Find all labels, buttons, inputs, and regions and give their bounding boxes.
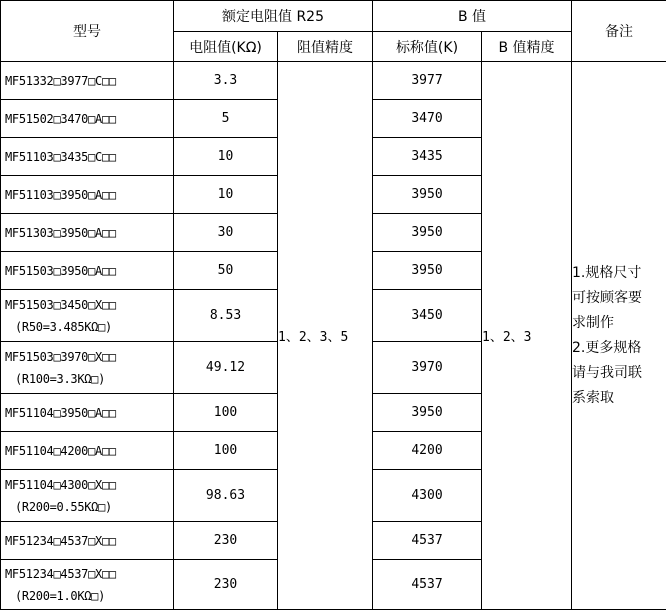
b-value-cell: 3950 (373, 394, 482, 432)
model-cell (1, 290, 174, 342)
header-b-group: B 值 (373, 1, 572, 32)
b-value-cell: 3950 (373, 176, 482, 214)
resistance-cell: 3.3 (174, 62, 278, 100)
model-cell (1, 522, 174, 560)
model-cell (1, 138, 174, 176)
header-resistance-tolerance: 阻值精度 (278, 32, 373, 62)
model-code: MF51503□3970□X□□ (5, 349, 116, 364)
b-value-cell: 3950 (373, 214, 482, 252)
header-nominal: 标称值(K) (373, 32, 482, 62)
model-cell (1, 214, 174, 252)
b-value-cell: 3435 (373, 138, 482, 176)
model-cell (1, 394, 174, 432)
resistance-cell: 10 (174, 138, 278, 176)
header-b-tolerance: B 值精度 (482, 32, 572, 62)
header-resistance: 电阻值(KΩ) (174, 32, 278, 62)
model-code: MF51104□4300□X□□ (5, 477, 116, 492)
resistance-cell: 8.53 (174, 290, 278, 342)
header-r25-group: 额定电阻值 R25 (174, 1, 373, 32)
model-cell (1, 100, 174, 138)
model-code: MF51104□4200□A□□ (5, 443, 116, 458)
resistance-cell: 50 (174, 252, 278, 290)
remark-line: 系索取 (572, 389, 614, 406)
resistance-tolerance-cell: 1、2、3、5 (278, 62, 373, 610)
model-cell (1, 560, 174, 610)
resistance-cell: 100 (174, 394, 278, 432)
model-cell (1, 62, 174, 100)
remark-line: 请与我司联 (572, 364, 642, 381)
resistance-cell: 49.12 (174, 342, 278, 394)
b-value-cell: 3450 (373, 290, 482, 342)
remark-line: 2.更多规格 (572, 339, 642, 356)
model-note: (R50=3.485KΩ□) (15, 319, 112, 334)
resistance-cell: 98.63 (174, 470, 278, 522)
resistance-cell: 230 (174, 522, 278, 560)
b-value-cell: 4300 (373, 470, 482, 522)
model-note: (R200=1.0KΩ□) (15, 588, 106, 603)
model-code: MF51104□3950□A□□ (5, 405, 116, 420)
model-code: MF51303□3950□A□□ (5, 225, 116, 240)
b-tolerance-cell: 1、2、3 (482, 62, 572, 610)
model-cell (1, 252, 174, 290)
header-model: 型号 (1, 1, 174, 62)
b-value-cell: 4537 (373, 522, 482, 560)
model-note: (R200=0.55KΩ□) (15, 499, 112, 514)
header-remark: 备注 (572, 1, 666, 62)
resistance-cell: 230 (174, 560, 278, 610)
model-code: MF51103□3950□A□□ (5, 187, 116, 202)
resistance-cell: 10 (174, 176, 278, 214)
resistance-cell: 5 (174, 100, 278, 138)
remark-line: 1.规格尺寸 (572, 264, 642, 281)
b-value-cell: 3970 (373, 342, 482, 394)
b-value-cell: 4200 (373, 432, 482, 470)
model-code: MF51503□3950□A□□ (5, 263, 116, 278)
model-cell (1, 470, 174, 522)
model-code: MF51103□3435□C□□ (5, 149, 116, 164)
remark-line: 可按顾客要 (572, 289, 642, 306)
model-cell (1, 176, 174, 214)
model-code: MF51234□4537□X□□ (5, 533, 116, 548)
remark-line: 求制作 (572, 314, 614, 331)
model-code: MF51503□3450□X□□ (5, 297, 116, 312)
table-row (1, 62, 666, 100)
remark-cell (572, 62, 666, 610)
model-cell (1, 432, 174, 470)
b-value-cell: 4537 (373, 560, 482, 610)
b-value-cell: 3977 (373, 62, 482, 100)
resistance-cell: 100 (174, 432, 278, 470)
resistance-cell: 30 (174, 214, 278, 252)
b-value-cell: 3950 (373, 252, 482, 290)
model-code: MF51332□3977□C□□ (5, 73, 116, 88)
model-code: MF51234□4537□X□□ (5, 566, 116, 581)
b-value-cell: 3470 (373, 100, 482, 138)
model-cell (1, 342, 174, 394)
model-code: MF51502□3470□A□□ (5, 111, 116, 126)
model-note: (R100=3.3KΩ□) (15, 371, 106, 386)
